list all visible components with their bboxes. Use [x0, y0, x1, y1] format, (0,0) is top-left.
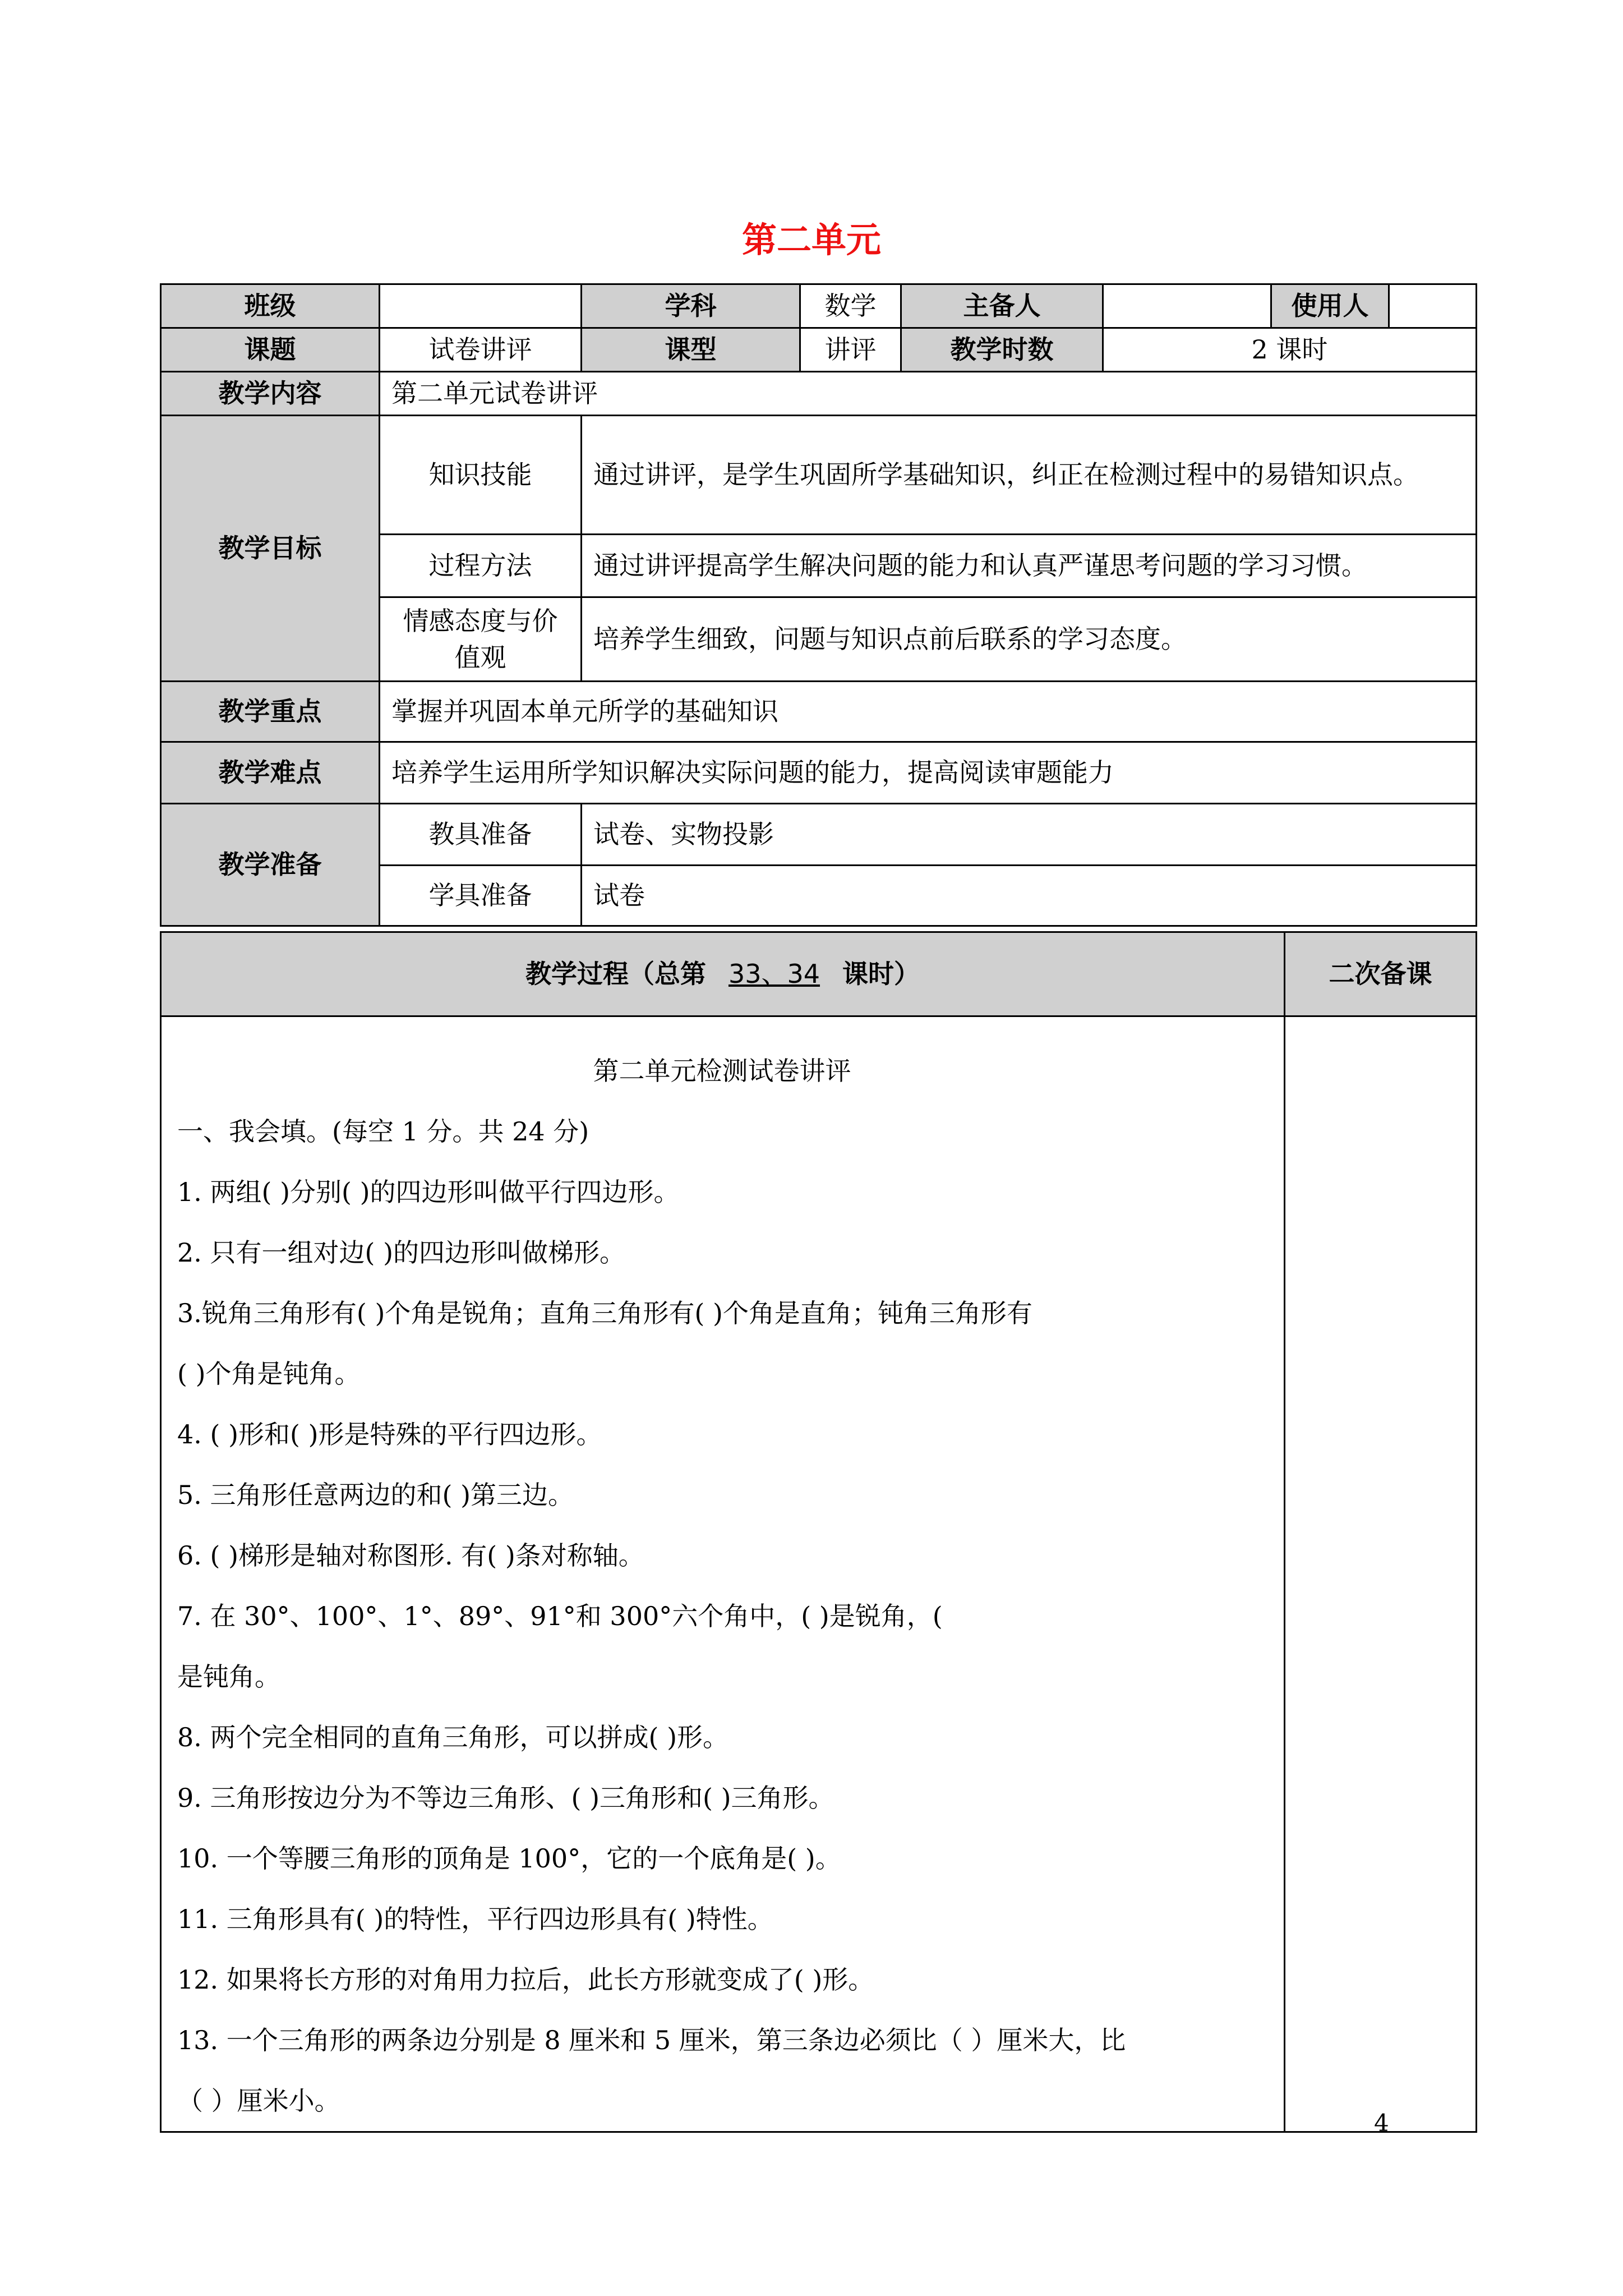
question-line: 4. ( )形和( )形是特殊的平行四边形。 [177, 1419, 602, 1450]
question-line: 7. 在 30°、100°、1°、89°、91°和 300°六个角中，( )是锐角，( [177, 1601, 943, 1631]
question-line: 6. ( )梯形是轴对称图形. 有( )条对称轴。 [177, 1540, 644, 1571]
process-hours[interactable]: 33、34 [728, 959, 820, 990]
question-line: 2. 只有一组对边( )的四边形叫做梯形。 [177, 1237, 626, 1268]
section-title: 第二单元检测试卷讲评 [593, 1056, 851, 1086]
difficulty-value[interactable]: 培养学生运用所学知识解决实际问题的能力，提高阅读审题能力 [380, 742, 1477, 804]
student-prep-label: 学具准备 [380, 866, 582, 926]
emotion-label: 情感态度与价值观 [380, 597, 582, 682]
process-header-suffix: 课时） [842, 959, 920, 990]
process-body [161, 1016, 1285, 2132]
type-label: 课型 [582, 328, 800, 372]
subject-label: 学科 [582, 284, 800, 328]
teacher-prep-label: 教具准备 [380, 804, 582, 866]
question-line: 12. 如果将长方形的对角用力拉后，此长方形就变成了( )形。 [177, 1964, 874, 1995]
question-line: 10. 一个等腰三角形的顶角是 100°，它的一个底角是( )。 [177, 1843, 841, 1874]
class-label: 班级 [161, 284, 380, 328]
question-line: 1. 两组( )分别( )的四边形叫做平行四边形。 [177, 1177, 680, 1207]
prep-label: 教学准备 [161, 804, 380, 926]
page-title: 第二单元 [741, 219, 881, 260]
question-line: 9. 三角形按边分为不等边三角形、( )三角形和( )三角形。 [177, 1783, 834, 1813]
topic-label: 课题 [161, 328, 380, 372]
lesson-goals-table [160, 415, 1477, 927]
goals-label: 教学目标 [161, 416, 380, 682]
process-header [161, 932, 1285, 1016]
emotion-value[interactable]: 培养学生细致，问题与知识点前后联系的学习态度。 [582, 597, 1477, 682]
part-heading: 一、我会填。(每空 1 分。共 24 分) [177, 1116, 589, 1147]
content-label: 教学内容 [161, 372, 380, 416]
teaching-process-table [160, 931, 1477, 2133]
knowledge-value[interactable]: 通过讲评，是学生巩固所学基础知识，纠正在检测过程中的易错知识点。 [582, 416, 1477, 535]
type-value[interactable]: 讲评 [800, 328, 901, 372]
process-method-value[interactable]: 通过讲评提高学生解决问题的能力和认真严谨思考问题的学习习惯。 [582, 535, 1477, 597]
difficulty-label: 教学难点 [161, 742, 380, 804]
topic-value[interactable]: 试卷讲评 [380, 328, 582, 372]
question-line: 3.锐角三角形有( )个角是锐角；直角三角形有( )个角是直角；钝角三角形有 [177, 1298, 1032, 1328]
hours-label: 教学时数 [901, 328, 1103, 372]
class-value[interactable] [380, 284, 582, 328]
process-header-prefix: 教学过程（总第 [525, 959, 706, 990]
question-line: 11. 三角形具有( )的特性，平行四边形具有( )特性。 [177, 1904, 773, 1934]
student-prep-value[interactable]: 试卷 [582, 866, 1477, 926]
teacher-prep-value[interactable]: 试卷、实物投影 [582, 804, 1477, 866]
second-prep-header: 二次备课 [1285, 932, 1477, 1016]
question-line: 8. 两个完全相同的直角三角形，可以拼成( )形。 [177, 1722, 729, 1752]
knowledge-label: 知识技能 [380, 416, 582, 535]
subject-value[interactable]: 数学 [800, 284, 901, 328]
preparer-label: 主备人 [901, 284, 1103, 328]
question-line: （ ）厘米小。 [177, 2086, 340, 2116]
lesson-info-table [160, 283, 1477, 416]
process-method-label: 过程方法 [380, 535, 582, 597]
user-value[interactable] [1389, 284, 1477, 328]
question-line: 5. 三角形任意两边的和( )第三边。 [177, 1480, 574, 1510]
page-number: 4 [1374, 2109, 1389, 2137]
hours-value[interactable]: 2 课时 [1103, 328, 1477, 372]
key-point-label: 教学重点 [161, 682, 380, 742]
user-label: 使用人 [1271, 284, 1389, 328]
question-line: 13. 一个三角形的两条边分别是 8 厘米和 5 厘米，第三条边必须比（ ）厘米大，比 [177, 2025, 1126, 2055]
question-line: ( )个角是钝角。 [177, 1359, 361, 1389]
key-point-value[interactable]: 掌握并巩固本单元所学的基础知识 [380, 682, 1477, 742]
preparer-value[interactable] [1103, 284, 1271, 328]
second-prep-area[interactable] [1285, 1016, 1477, 2132]
question-line: 是钝角。 [177, 1662, 280, 1692]
content-value[interactable]: 第二单元试卷讲评 [380, 372, 1477, 416]
